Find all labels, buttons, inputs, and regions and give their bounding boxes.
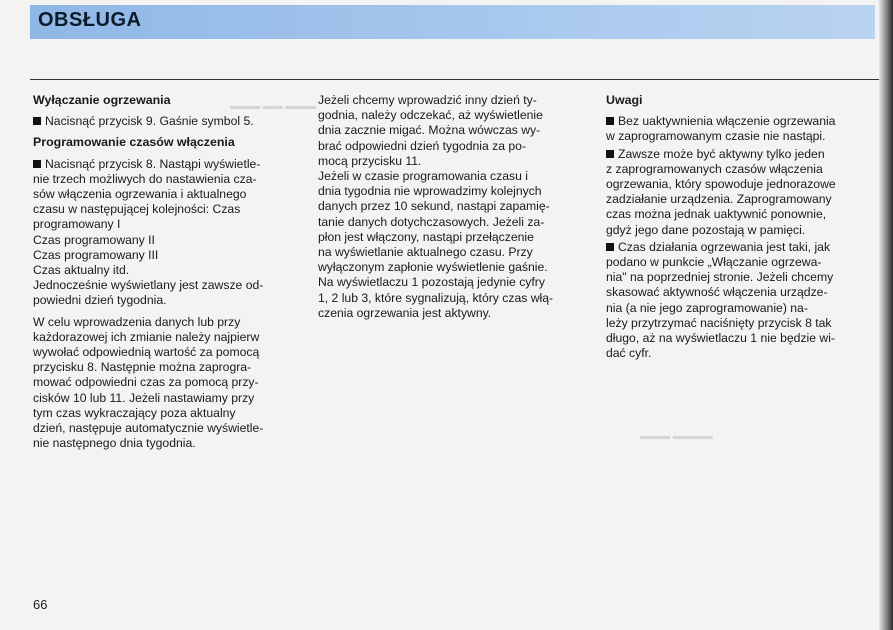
note-activation: Bez uaktywnienia włączenie ogrzewania w zaprogramowanym czasie nie nastąpi. (606, 114, 836, 144)
paragraph-day-of-week: Jeżeli chcemy wprowadzić inny dzień ty- godnia, należy odczekać, aż wyświetlenie dnia zacznie migać. Można wówczas wy- brać odpowiedni dzień tygodnia za po- mocą przycisku 11. Jeżeli w czasie programowania czasu i dnia tygodnia nie wprowadzimy kolejnych danych przez 10 sekund, nastąpi zapamię- tanie danych dotychczasowych. Jeżeli za- płon jest włączony, nastąpi przełączenie na wyświetlanie aktualnego czasu. Przy wyłączonym zapłonie wyświetlenie gaśnie. Na wyświetlaczu 1 pozostają jedynie cyfry 1, 2 lub 3, które sygnalizują, który czas włą- czenia ogrzewania jest aktywny. (318, 93, 554, 320)
heading-programming-times: Programowanie czasów włączenia (33, 135, 235, 150)
section-title: OBSŁUGA (38, 9, 142, 31)
section-header-band (30, 5, 875, 39)
bleed-through-texture: ▬▬▬▬ ▬▬▬ (640, 431, 713, 442)
heading-heating-off: Wyłączanie ogrzewania (33, 93, 171, 107)
bullet-square-icon (606, 150, 614, 158)
column-middle (318, 93, 586, 327)
bullet-square-icon (33, 160, 41, 168)
page-edge-shadow (879, 0, 893, 630)
bleed-through-texture: ▬▬▬ ▬▬ ▬▬▬ (230, 101, 316, 112)
bullet-square-icon (606, 243, 614, 251)
note-single-active: Zawsze może być aktywny tylko jeden z zaprogramowanych czasów włączenia ogrzewania, który spowoduje jednorazowe zadziałanie urządzenia. Zaprogramowany czas można jednak uaktywnić ponownie, gdyż jego dane pozostają w pamięci. (606, 146, 836, 237)
header-divider (30, 79, 880, 80)
instruction-programming-times: Nacisnąć przycisk 8. Nastąpi wyświetle- nie trzech możliwych do nastawienia cza- sów włączenia ogrzewania i aktualnego czasu w następującej kolejności: Czas programowany I Czas programowany II Czas programowany III Czas aktualny itd. Jednocześnie wyświetlany jest zawsze od- powiedni dzień tygodnia. (33, 156, 264, 308)
column-right (606, 93, 872, 367)
column-left (33, 93, 301, 457)
bullet-square-icon (33, 117, 41, 125)
note-duration: Czas działania ogrzewania jest taki, jak podano w punkcie „Włączanie ogrzewa- nia" na poprzedniej stronie. Jeżeli chcemy skasować aktywność włączenia urządze- nia (a nie jego zaprogramowanie) na- leży przytrzymać naciśnięty przycisk 8 tak długo, aż na wyświetlaczu 1 nie będzie wi- dać cyfr. (606, 239, 835, 361)
bullet-square-icon (606, 117, 614, 125)
heading-notes: Uwagi (606, 93, 643, 107)
instruction-heating-off: Nacisnąć przycisk 9. Gaśnie symbol 5. (33, 114, 301, 129)
paragraph-entering-data: W celu wprowadzenia danych lub przy każdorazowej ich zmianie należy najpierw wywołać odpowiednią wartość za pomocą przycisku 8. Następnie można zaprogra- mować odpowiedni czas za pomocą przy- cisków 10 lub 11. Jeżeli nastawiamy przy tym czas wykraczający poza aktualny dzień, następuje automatycznie wyświetle- nie następnego dnia tygodnia. (33, 314, 264, 451)
page-number: 66 (33, 597, 48, 612)
